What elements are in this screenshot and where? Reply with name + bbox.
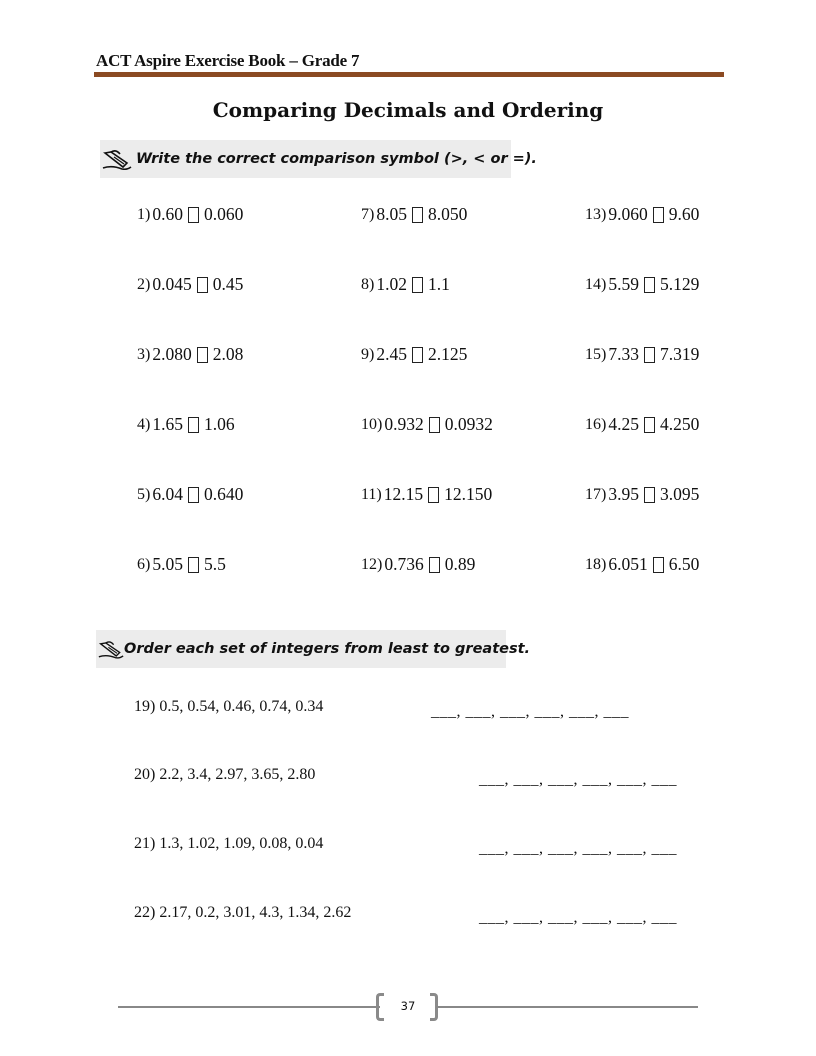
- comparison-question: [585, 204, 699, 225]
- answer-box[interactable]: [188, 487, 199, 503]
- right-value: 7.319: [659, 344, 700, 364]
- comparison-question: [361, 344, 467, 365]
- answer-box[interactable]: [428, 487, 439, 503]
- left-value: 2.45: [376, 344, 407, 364]
- book-title: ACT Aspire Exercise Book – Grade 7: [96, 51, 360, 70]
- answer-box[interactable]: [412, 207, 423, 223]
- left-value: 6.051: [608, 554, 648, 574]
- answer-box[interactable]: [188, 207, 199, 223]
- instruction-text: Write the correct comparison symbol (>, < or =).: [136, 151, 537, 167]
- right-value: 0.0932: [444, 414, 493, 434]
- comparison-question: [137, 274, 243, 295]
- header-rule: [94, 72, 724, 77]
- right-value: 8.050: [427, 204, 468, 224]
- comparison-question: [137, 414, 235, 435]
- question-number: 18): [585, 555, 607, 573]
- question-number: 8): [361, 275, 375, 293]
- answer-box[interactable]: [188, 557, 199, 573]
- right-value: 2.125: [427, 344, 468, 364]
- answer-box[interactable]: [644, 417, 655, 433]
- right-value: 1.06: [203, 414, 235, 434]
- left-value: 1.65: [152, 414, 183, 434]
- right-value: 0.640: [203, 484, 244, 504]
- left-value: 2.080: [152, 344, 192, 364]
- left-value: 0.736: [384, 554, 424, 574]
- left-value: 0.60: [152, 204, 183, 224]
- right-value: 0.060: [203, 204, 244, 224]
- instruction-text: Order each set of integers from least to greatest.: [124, 641, 531, 657]
- right-value: 5.129: [659, 274, 700, 294]
- question-number: 12): [361, 555, 383, 573]
- comparison-question: [361, 414, 493, 435]
- left-value: 7.33: [608, 344, 639, 364]
- answer-blanks[interactable]: ___, ___, ___, ___, ___, ___: [431, 703, 629, 720]
- page-number: 37: [400, 999, 416, 1013]
- comparison-question: [585, 274, 699, 295]
- question-number: 15): [585, 345, 607, 363]
- question-number: 3): [137, 345, 151, 363]
- comparison-question: [361, 274, 450, 295]
- comparison-question: [361, 554, 475, 575]
- comparison-question: [137, 484, 243, 505]
- answer-box[interactable]: [412, 277, 423, 293]
- answer-box[interactable]: [429, 557, 440, 573]
- order-item-text: 20) 2.2, 3.4, 2.97, 3.65, 2.80: [134, 766, 316, 783]
- comparison-question: [137, 554, 226, 575]
- question-number: 14): [585, 275, 607, 293]
- right-value: 12.150: [444, 484, 493, 504]
- answer-box[interactable]: [644, 277, 655, 293]
- left-value: 5.05: [152, 554, 183, 574]
- question-number: 11): [361, 485, 382, 503]
- answer-box[interactable]: [644, 487, 655, 503]
- answer-box[interactable]: [197, 347, 208, 363]
- question-number: 6): [137, 555, 151, 573]
- instruction-comparison: [100, 140, 537, 178]
- question-number: 13): [585, 205, 607, 223]
- left-value: 8.05: [376, 204, 407, 224]
- answer-blanks[interactable]: ___, ___, ___, ___, ___, ___: [479, 840, 677, 857]
- comparison-question: [585, 414, 699, 435]
- comparison-question: [585, 344, 699, 365]
- left-value: 12.15: [383, 484, 424, 504]
- comparison-question: [137, 204, 243, 225]
- left-value: 5.59: [608, 274, 639, 294]
- pencil-icon: [98, 638, 124, 660]
- left-value: 4.25: [608, 414, 639, 434]
- answer-box[interactable]: [653, 557, 664, 573]
- question-number: 1): [137, 205, 151, 223]
- order-item-text: 22) 2.17, 0.2, 3.01, 4.3, 1.34, 2.62: [134, 904, 352, 921]
- comparison-question: [361, 204, 467, 225]
- right-value: 5.5: [203, 554, 226, 574]
- answer-box[interactable]: [644, 347, 655, 363]
- order-item-text: 19) 0.5, 0.54, 0.46, 0.74, 0.34: [134, 698, 324, 715]
- right-value: 0.89: [444, 554, 476, 574]
- right-value: 6.50: [668, 554, 700, 574]
- answer-box[interactable]: [412, 347, 423, 363]
- right-value: 1.1: [427, 274, 450, 294]
- question-number: 7): [361, 205, 375, 223]
- left-value: 3.95: [608, 484, 639, 504]
- pencil-icon: [102, 148, 132, 170]
- right-value: 4.250: [659, 414, 700, 434]
- comparison-question: [361, 484, 492, 505]
- question-number: 17): [585, 485, 607, 503]
- answer-box[interactable]: [429, 417, 440, 433]
- comparison-question: [137, 344, 243, 365]
- page-title: Comparing Decimals and Ordering: [212, 98, 604, 122]
- question-number: 9): [361, 345, 375, 363]
- right-value: 2.08: [212, 344, 244, 364]
- right-value: 0.45: [212, 274, 244, 294]
- instruction-ordering: [96, 630, 531, 668]
- right-value: 9.60: [668, 204, 700, 224]
- left-value: 6.04: [152, 484, 183, 504]
- answer-box[interactable]: [197, 277, 208, 293]
- answer-box[interactable]: [188, 417, 199, 433]
- question-number: 2): [137, 275, 151, 293]
- left-value: 0.932: [384, 414, 424, 434]
- question-number: 4): [137, 415, 151, 433]
- order-item-text: 21) 1.3, 1.02, 1.09, 0.08, 0.04: [134, 835, 324, 852]
- question-number: 10): [361, 415, 383, 433]
- left-value: 9.060: [608, 204, 648, 224]
- question-number: 16): [585, 415, 607, 433]
- answer-blanks[interactable]: ___, ___, ___, ___, ___, ___: [479, 909, 677, 926]
- left-value: 1.02: [376, 274, 407, 294]
- question-number: 5): [137, 485, 151, 503]
- comparison-question: [585, 484, 699, 505]
- answer-box[interactable]: [653, 207, 664, 223]
- comparison-question: [585, 554, 699, 575]
- answer-blanks[interactable]: ___, ___, ___, ___, ___, ___: [479, 771, 677, 788]
- right-value: 3.095: [659, 484, 700, 504]
- left-value: 0.045: [152, 274, 192, 294]
